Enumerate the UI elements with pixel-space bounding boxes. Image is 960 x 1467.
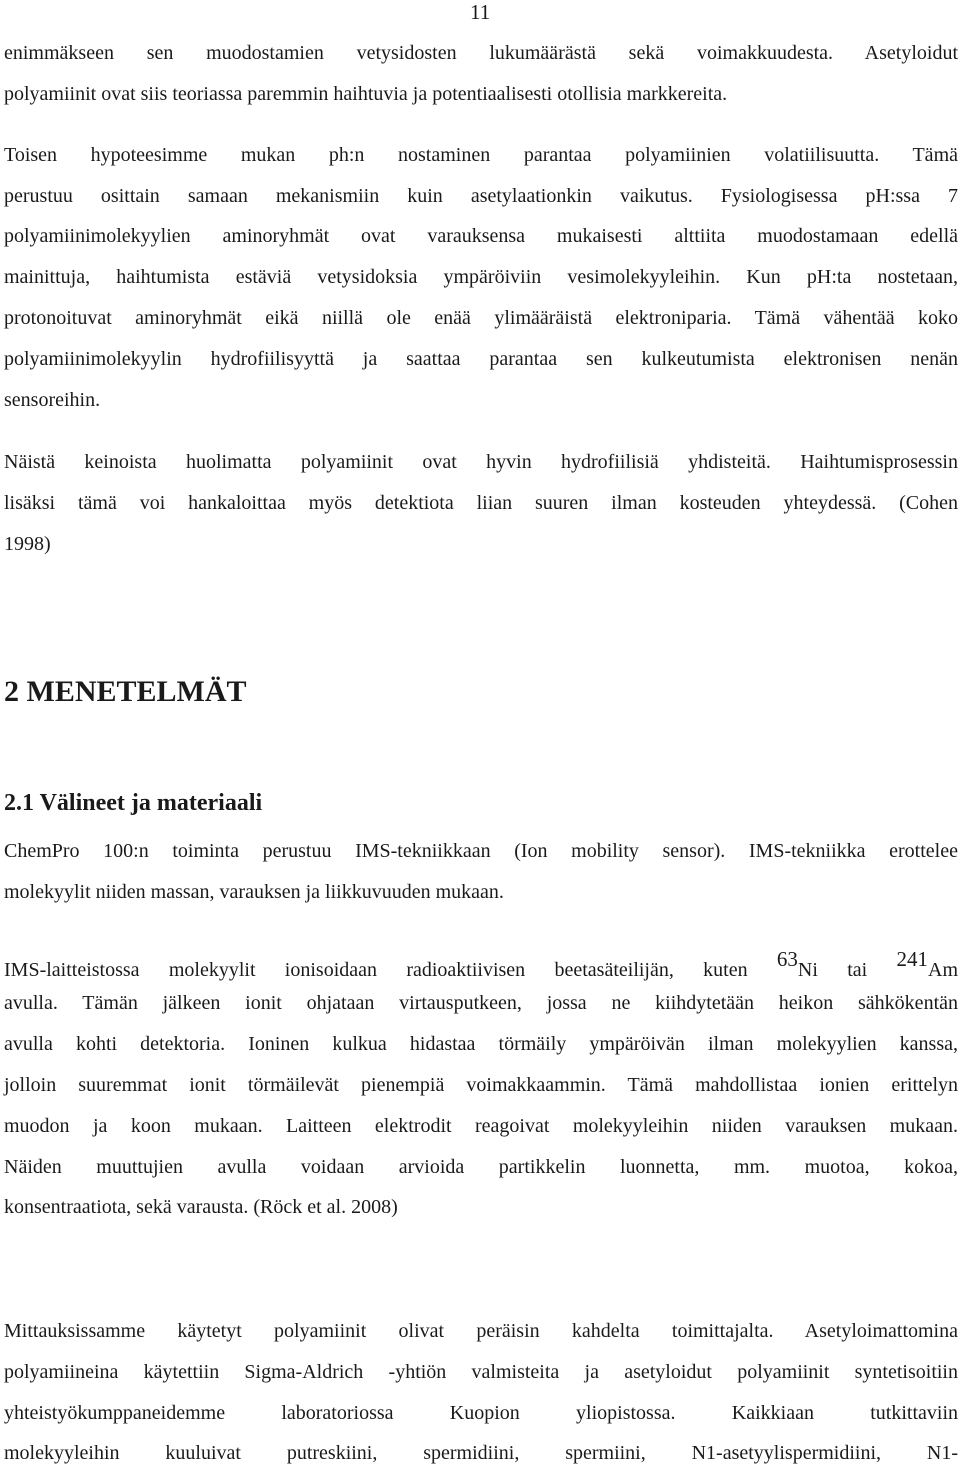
text-line: ChemPro 100:n toiminta perustuu IMS-tekniikkaan (Ion mobility sensor). IMS-tekniikka erottelee [4,840,958,862]
text-line: perustuu osittain samaan mekanismiin kuin asetylaationkin vaikutus. Fysiologisessa pH:ssa 7 [4,185,958,207]
text-line: muodon ja koon mukaan. Laitteen elektrodit reagoivat molekyyleihin niiden varauksen mukaan. [4,1115,958,1137]
text-line: sensoreihin. [4,389,101,411]
text-line: lisäksi tämä voi hankaloittaa myös detektiota liian suuren ilman kosteuden yhteydessä. (Cohen [4,492,958,514]
text-line-isotopes [4,946,958,983]
text-line: polyamiinit ovat siis teoriassa paremmin haihtuvia ja potentiaalisesti otollisia markkereita. [4,83,728,105]
text-line: protonoituvat aminoryhmät eikä niillä ole enää ylimääräistä elektroniparia. Tämä vähentää koko [4,307,958,329]
element-symbol: Am [928,959,959,981]
text-line: konsentraatiota, sekä varausta. (Röck et al. 2008) [4,1196,398,1218]
text-segment: IMS-laitteistossa molekyylit ionisoidaan radioaktiivisen beetasäteilijän, kuten [4,959,748,981]
isotope-am [896,947,959,981]
text-line: yhteistyökumppaneidemme laboratoriossa Kuopion yliopistossa. Kaikkiaan tutkittaviin [4,1402,958,1424]
text-line: avulla kohti detektoria. Ioninen kulkua hidastaa törmäily ympäröivän ilman molekyylien kanssa, [4,1033,958,1055]
text-line: Näiden muuttujien avulla voidaan arvioida partikkelin luonnetta, mm. muotoa, kokoa, [4,1156,958,1178]
text-line: molekyyleihin kuuluivat putreskiini, spermidiini, spermiini, N1-asetyylispermidiini, N1- [4,1442,958,1464]
text-line: molekyylit niiden massan, varauksen ja liikkuvuuden mukaan. [4,881,504,903]
page-number: 11 [470,0,491,24]
text-segment: tai [847,959,868,981]
text-line: enimmäkseen sen muodostamien vetysidosten lukumäärästä sekä voimakkuudesta. Asetyloidut [4,42,958,64]
mass-number: 241 [896,947,929,971]
section-heading: 2.1 Välineet ja materiaali [4,790,263,816]
text-line: jolloin suuremmat ionit törmäilevät pienempiä voimakkaammin. Tämä mahdollistaa ionien erittelyn [4,1074,958,1096]
text-line: polyamiinimolekyylin hydrofiilisyyttä ja saattaa parantaa sen kulkeutumista elektronisen nenän [4,348,958,370]
text-line: avulla. Tämän jälkeen ionit ohjataan virtausputkeen, jossa ne kiihdytetään heikon sähkökentän [4,992,958,1014]
text-line: Mittauksissamme käytetyt polyamiinit olivat peräisin kahdelta toimittajalta. Asetyloimattomina [4,1320,958,1342]
chapter-heading: 2 MENETELMÄT [4,675,247,708]
text-line: Toisen hypoteesimme mukan ph:n nostaminen parantaa polyamiinien volatiilisuutta. Tämä [4,144,958,166]
mass-number: 63 [776,947,798,971]
text-line: Näistä keinoista huolimatta polyamiinit ovat hyvin hydrofiilisiä yhdisteitä. Haihtumisprosessin [4,451,958,473]
text-line: polyamiinimolekyylien aminoryhmät ovat varauksensa mukaisesti alttiita muodostamaan edellä [4,225,958,247]
text-line: polyamiineina käytettiin Sigma-Aldrich -yhtiön valmisteita ja asetyloidut polyamiinit syntetisoitiin [4,1361,958,1383]
isotope-ni [776,947,818,981]
element-symbol: Ni [797,959,818,981]
text-line: mainittuja, haihtumista estäviä vetysidoksia ympäröiviin vesimolekyyleihin. Kun pH:ta nostetaan, [4,266,958,288]
text-line: 1998) [4,533,51,555]
